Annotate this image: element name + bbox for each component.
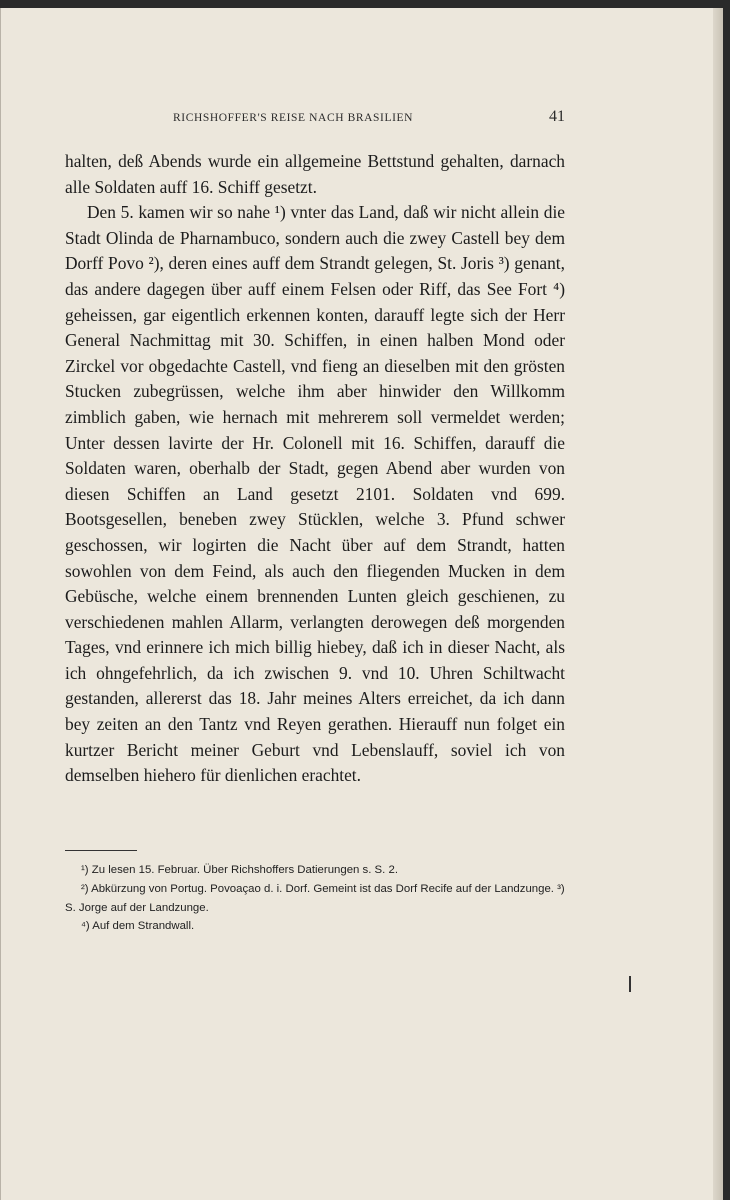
ink-mark xyxy=(629,976,631,992)
footnotes xyxy=(65,861,565,936)
paragraph-2: Den 5. kamen wir so nahe ¹) vnter das Land, daß wir nicht allein die Stadt Olinda de Pharnambuco, sondern auch die zwey Castell bey dem Dorff Povo ²), deren eines auff dem Strandt gelegen, St. Joris ³) genant, das andere dagegen über auff einem Felsen oder Riff, das See Fort ⁴) geheissen, gar eigentlich erkennen konten, darauff legte sich der Herr General Nachmittag mit 30. Schiffen, in einen halben Mond oder Zirckel vor obgedachte Castell, vnd fieng an dieselben mit den grösten Stucken zubegrüssen, welche ihm aber hinwider den Willkomm zimblich gaben, wie hernach mit mehrerem soll vermeldet werden; Unter dessen lavirte der Hr. Colonell mit 16. Schiffen, darauff die Soldaten waren, oberhalb der Stadt, gegen Abend aber wurden von diesen Schiffen an Land gesetzt 2101. Soldaten vnd 699. Bootsgesellen, beneben zwey Stücklen, welche 3. Pfund schwer geschossen, wir logirten die Nacht über auf dem Strandt, hatten sowohlen von dem Feind, als auch den fliegenden Mucken in dem Gebüsche, welche einem brennenden Lunten gleich geschienen, zu verschiedenen mahlen Allarm, verlangten derowegen deß morgenden Tages, vnd erinnere ich mich billig hiebey, daß ich in dieser Nacht, als ich ohngefehrlich, da ich zwischen 9. vnd 10. Uhren Schiltwacht gestanden, allererst das 18. Jahr meines Alters erreichet, da ich dann bey zeiten an den Tantz vnd Reyen gerathen. Hierauff nun folget ein kurtzer Bericht meiner Geburt vnd Lebenslauff, soviel ich von demselben hiehero für dienlichen erachtet. xyxy=(65,202,565,786)
footnote-rule xyxy=(65,850,137,851)
main-text xyxy=(65,149,565,789)
running-title: RICHSHOFFER'S REISE NACH BRASILIEN xyxy=(173,112,414,124)
footnote-4: ⁴) Auf dem Strandwall. xyxy=(81,920,195,933)
paragraph-1: halten, deß Abends wurde ein allgemeine Bettstund gehalten, darnach alle Soldaten auff 16. Schiff gesetzt. xyxy=(65,151,565,197)
footnote-1: ¹) Zu lesen 15. Februar. Über Richshoffers Datierungen s. S. 2. xyxy=(81,864,398,876)
footnote-2-3: ²) Abkürzung von Portug. Povoaçao d. i. Dorf. Gemeint ist das Dorf Recife auf der Landzunge. ³) S. Jorge auf der Landzunge. xyxy=(65,882,565,914)
page-number: 41 xyxy=(549,108,565,125)
book-page xyxy=(0,8,723,1200)
page-edge-shadow xyxy=(713,8,723,1200)
page-header xyxy=(65,108,565,132)
